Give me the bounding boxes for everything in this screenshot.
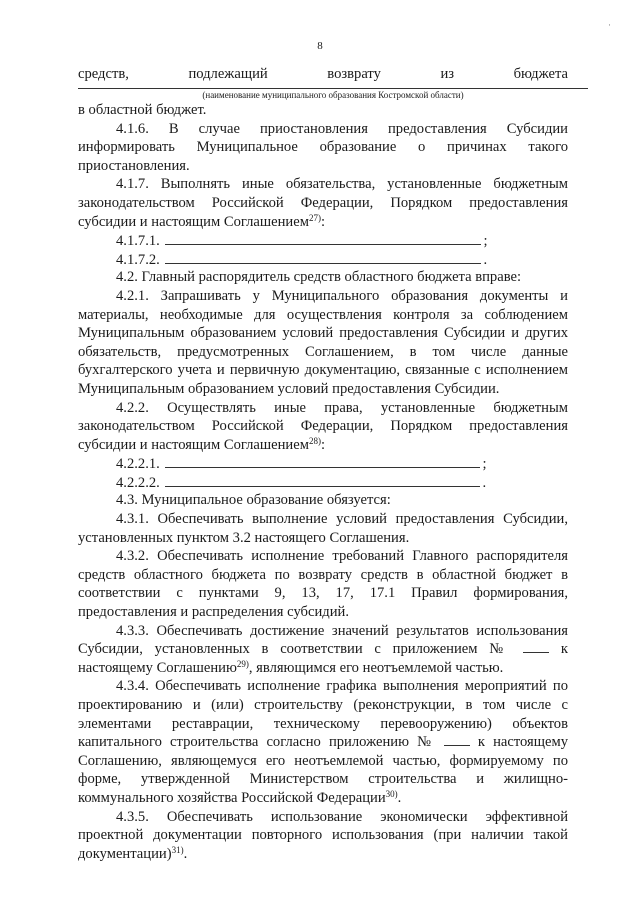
corner-mark: · [608, 20, 611, 30]
intro-line [78, 64, 568, 84]
appendix-number-blank [523, 640, 549, 653]
clause-4-3-3-text-3: , являющимся его неотъемлемой частью. [248, 659, 504, 676]
clause-4-2-2 [78, 399, 568, 455]
clause-4-3: 4.3. Муниципальное образование обязуется: [116, 492, 391, 509]
clause-terminator: . [483, 251, 488, 268]
clause-4-1-7 [78, 175, 568, 231]
clause-4-3-3-text-2: к настоящему Соглашению [78, 641, 568, 676]
clause-4-1-7-2 [116, 250, 568, 269]
intro-word: средств, [78, 66, 129, 82]
footnote-ref-30: 30) [385, 788, 398, 799]
clause-4-3-4-end: . [397, 789, 402, 806]
clause-number: 4.1.7.2. [116, 251, 164, 268]
clause-4-1-7-end: : [320, 213, 326, 230]
blank-fill-line [165, 454, 480, 468]
clause-4-3-3 [78, 622, 568, 678]
clause-4-3-5 [78, 808, 568, 864]
clause-4-2-2-text: 4.2.2. Осуществлять иные права, установленные бюджетным законодательством Российской Федерации, Порядком предоставления субсидии и настоящим Соглашением [78, 399, 568, 453]
footnote-ref-29: 29) [236, 658, 249, 669]
clause-4-1-7-text: 4.1.7. Выполнять иные обязательства, установленные бюджетным законодательством Российской Федерации, Порядком предоставления субсидии и настоящим Соглашением [78, 176, 568, 230]
clause-4-3-2: 4.3.2. Обеспечивать исполнение требований Главного распорядителя средств областного бюджета по возврату средств в областной бюджет в соответствии с пунктами 9, 13, 17, 17.1 Правил формирования, предоставления и распределения субсидий. [78, 548, 568, 621]
clause-4-2-2-1 [116, 454, 568, 473]
clause-4-2: 4.2. Главный распорядитель средств областного бюджета вправе: [116, 269, 522, 286]
clause-4-2-1: 4.2.1. Запрашивать у Муниципального образования документы и материалы, необходимые для осуществления контроля за соблюдением Муниципальным образованием условий предоставления Субсидии и других обязательств, предусмотренных Соглашением, в том числе данные бухгалтерского учета и первичную документацию, связанные с исполнением Муниципальным образованием условий предоставления Субсидии. [78, 287, 568, 397]
clause-4-3-3-text: 4.3.3. Обеспечивать достижение значений результатов использования Субсидии, установленных в соответствии с приложением № [78, 622, 568, 658]
clause-4-1-7-1 [116, 231, 568, 250]
intro-word: из [440, 66, 455, 82]
intro-word: возврату [327, 66, 381, 82]
clause-number: 4.2.2.1. [116, 456, 164, 473]
blank-fill-line [165, 250, 481, 264]
clause-number: 4.2.2.2. [116, 474, 164, 491]
clause-4-3-1: 4.3.1. Обеспечивать выполнение условий предоставления Субсидии, установленных пунктом 3.2 настоящего Соглашения. [78, 511, 568, 546]
document-body [78, 64, 568, 863]
clause-4-3-4 [78, 677, 568, 807]
clause-4-2-2-end: : [320, 436, 326, 453]
clause-terminator: ; [483, 233, 488, 250]
blank-fill-line [165, 231, 481, 245]
intro-word: подлежащий [188, 66, 268, 82]
clause-4-2-2-2 [116, 473, 568, 492]
clause-4-3-5-end: . [183, 845, 188, 862]
municipality-name-caption: (наименование муниципального образования Костромской области) [202, 90, 464, 100]
clause-terminator: ; [482, 456, 487, 473]
clause-4-3-4-text-2: к настоящему Соглашению, являющемуся его неотъемлемой частью, формируемому по форме, утвержденной Министерством строительства и жилищно-коммунального хозяйства Российской Федерации [78, 734, 568, 806]
clause-4-1-6: 4.1.6. В случае приостановления предоставления Субсидии информировать Муниципальное образование о причинах такого приостановления. [78, 120, 568, 174]
footnote-ref-27: 27) [308, 212, 321, 223]
municipality-name-field [78, 88, 588, 101]
page-number: 8 [317, 40, 323, 52]
clause-number: 4.1.7.1. [116, 233, 164, 250]
clause-terminator: . [482, 474, 487, 491]
clause-4-3-5-text: 4.3.5. Обеспечивать использование экономически эффективной проектной документации повторного использования (при наличии такой документации) [78, 808, 568, 862]
clause-4-3-4-text: 4.3.4. Обеспечивать исполнение графика выполнения мероприятий по проектированию и (или) строительству (реконструкции, в том числе с элементами реставрации, техническому перевооружению) объектов капитального строительства согласно приложению № [78, 678, 568, 751]
intro-continuation: в областной бюджет. [78, 102, 207, 118]
intro-word: бюджета [513, 66, 568, 82]
appendix-number-blank [444, 733, 470, 746]
footnote-ref-31: 31) [171, 844, 184, 855]
blank-fill-line [165, 473, 480, 487]
footnote-ref-28: 28) [308, 435, 321, 446]
